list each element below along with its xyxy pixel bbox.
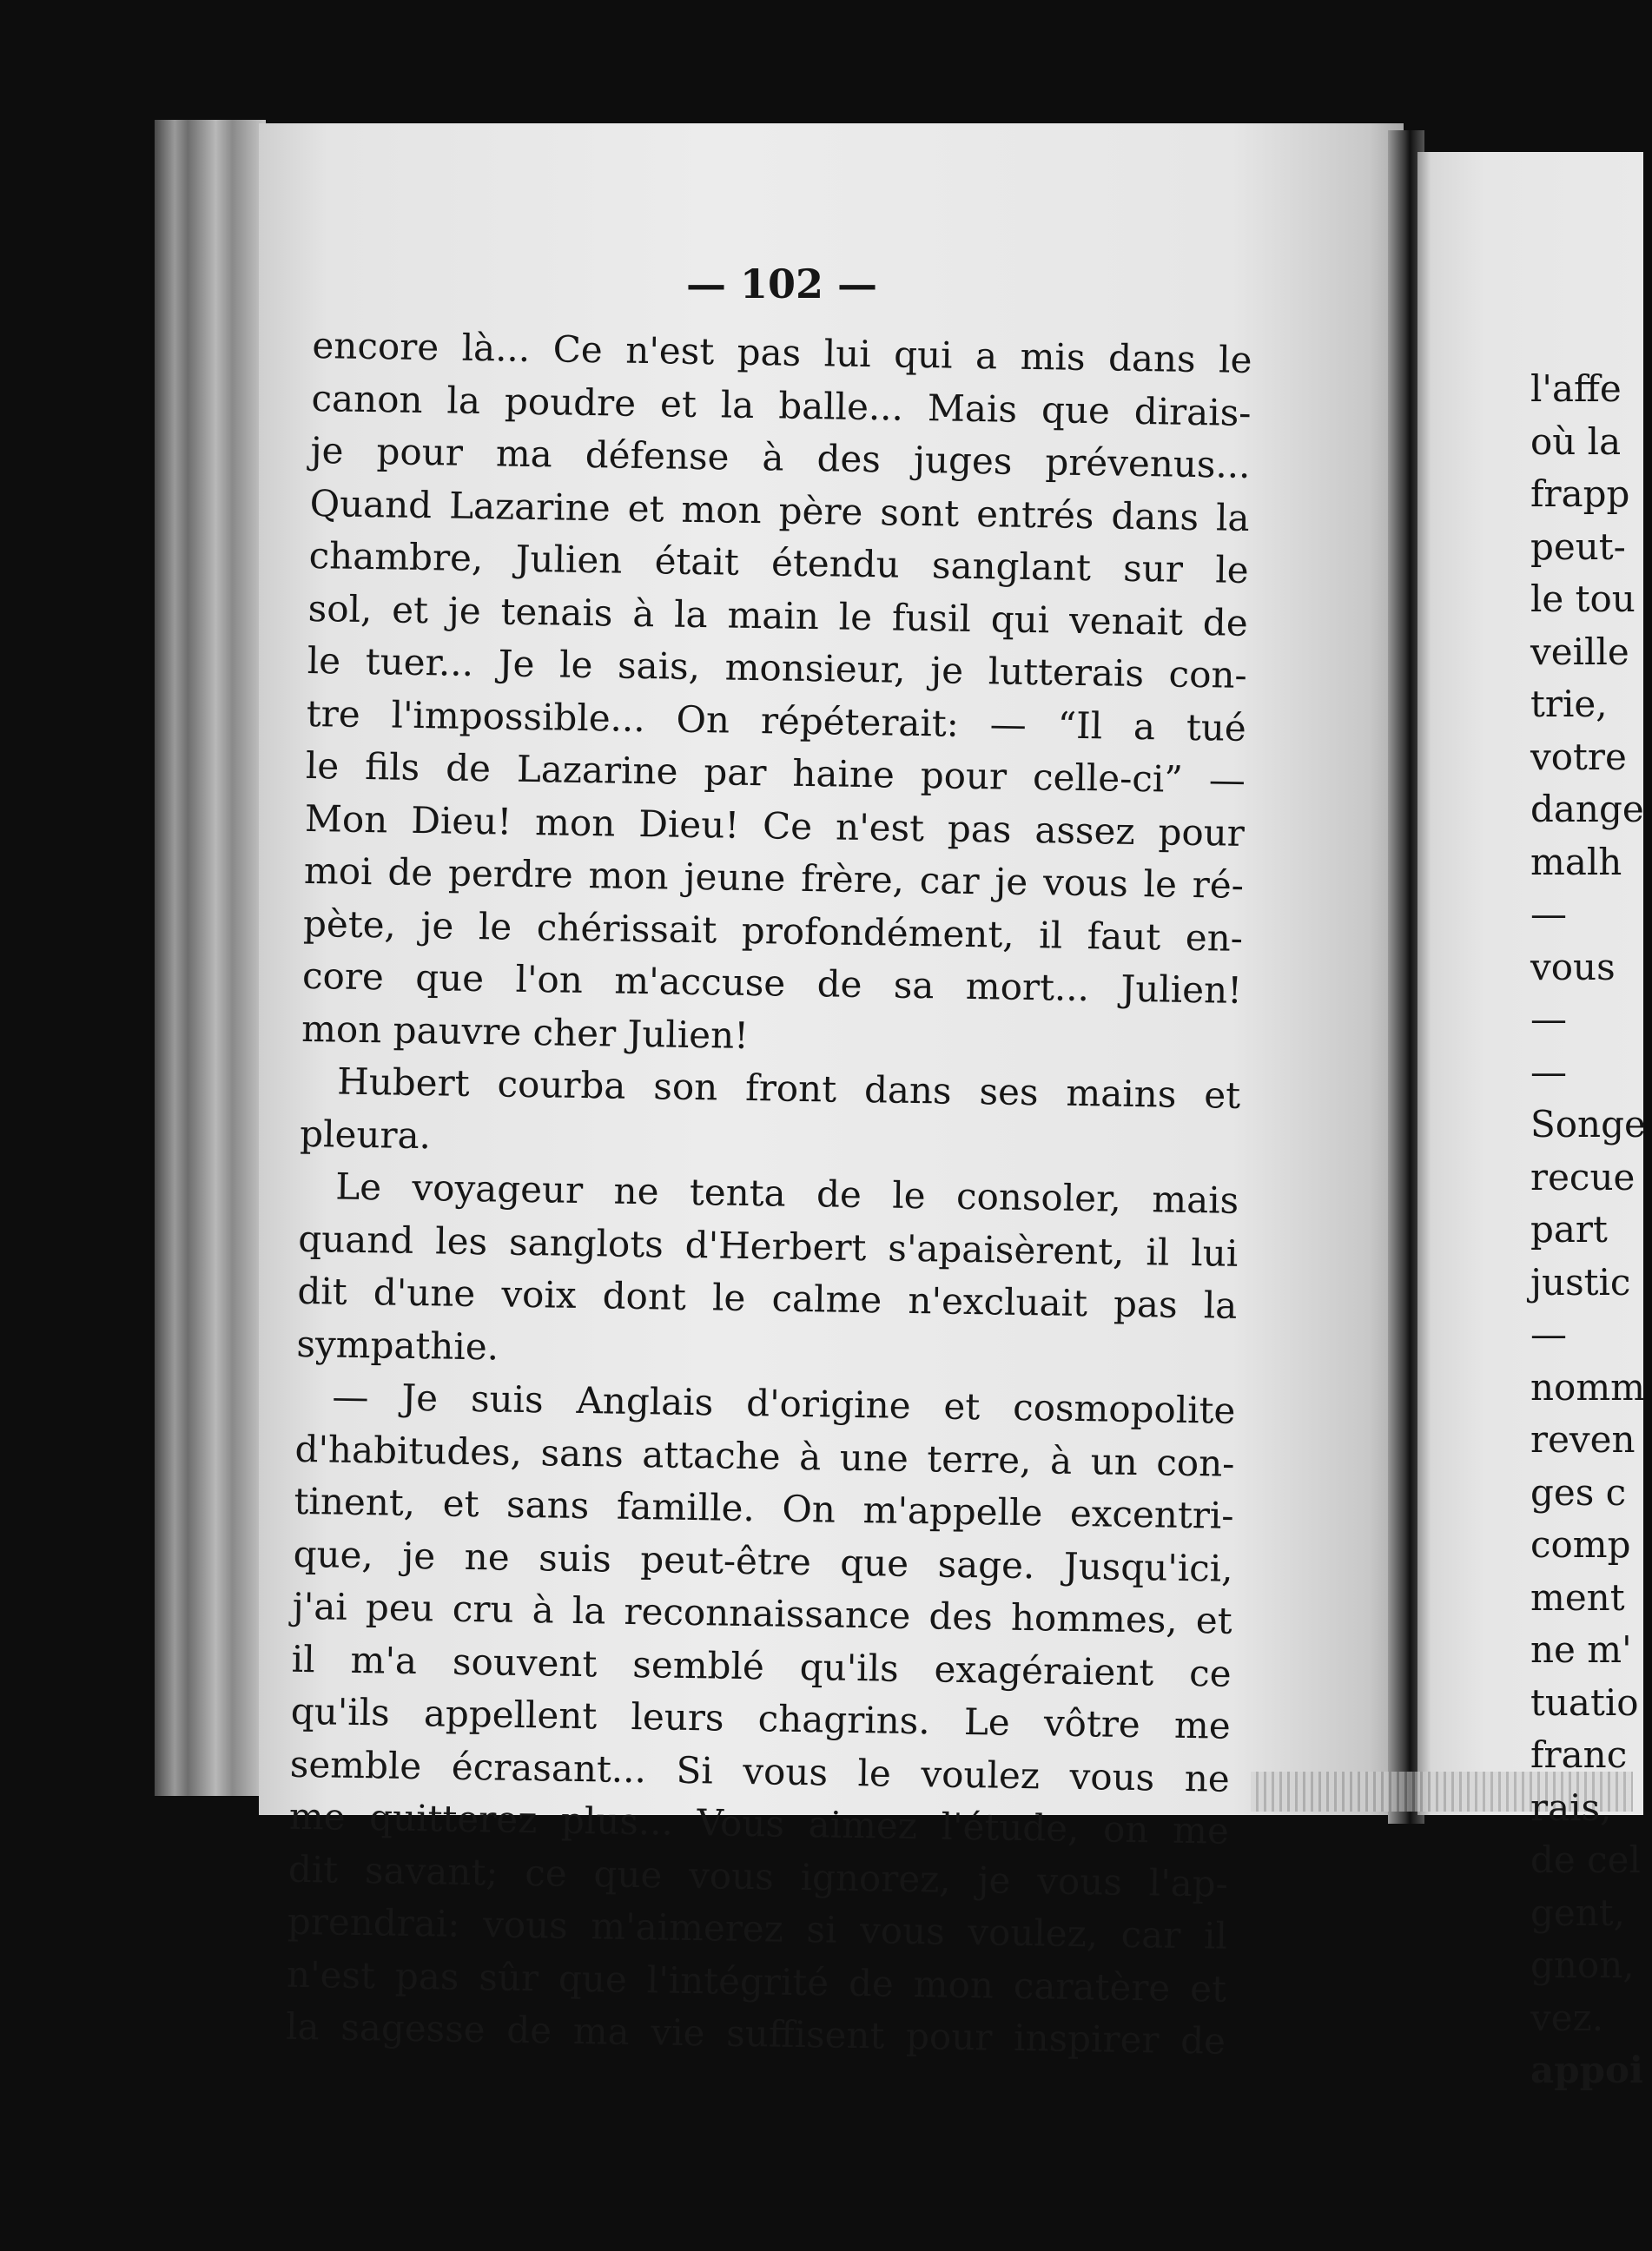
- text-line-fragment: nomm: [1530, 1365, 1645, 1409]
- text-line-fragment: ges c: [1530, 1470, 1627, 1514]
- text-line: il m'a souvent semblé qu'ils exagéraient ce: [291, 1637, 1232, 1695]
- text-line-fragment: gnon,: [1530, 1944, 1635, 1986]
- text-line: d'habitudes, sans attache à une terre, à un con-: [294, 1427, 1235, 1485]
- text-line: me quitterez plus... Vous aimez l'étude, on me: [288, 1794, 1230, 1852]
- text-line: tre l'impossible... On répéterait: — “Il a tué: [306, 691, 1247, 749]
- text-line: le fils de Lazarine par haine pour celle-ci” —: [305, 743, 1246, 802]
- text-line-fragment: reven: [1530, 1418, 1635, 1461]
- text-line: quand les sanglots d'Herbert s'apaisèrent, il lui: [297, 1217, 1239, 1275]
- text-line-fragment: comp: [1530, 1523, 1631, 1566]
- text-line-fragment: part: [1530, 1208, 1608, 1251]
- text-line-fragment: de cel: [1530, 1838, 1641, 1881]
- text-line-fragment: vez.: [1530, 1996, 1604, 2039]
- text-line: Quand Lazarine et mon père sont entrés dans la: [309, 481, 1250, 539]
- text-line: le tuer... Je le sais, monsieur, je lutterais con-: [307, 638, 1248, 696]
- text-line-fragment: malh: [1530, 840, 1622, 883]
- text-line-fragment: —: [1530, 1313, 1567, 1356]
- text-line: canon la poudre et la balle... Mais que dirais-: [311, 376, 1252, 434]
- text-line: tinent, et sans famille. On m'appelle excentri-: [294, 1479, 1234, 1537]
- text-line-fragment: gent,: [1530, 1891, 1626, 1934]
- text-line: Le voyageur ne tenta de le consoler, mais: [334, 1165, 1239, 1222]
- text-line-fragment: rais,: [1530, 1786, 1612, 1829]
- text-line: la sagesse de ma vie suffisent pour inspirer de: [285, 2004, 1226, 2063]
- text-line-fragment: trie,: [1530, 683, 1608, 725]
- left-page-text: [286, 320, 1252, 2068]
- text-line: Mon Dieu! mon Dieu! Ce n'est pas assez pour: [304, 796, 1246, 855]
- text-line: dit d'une voix dont le calme n'excluait pas la: [297, 1269, 1238, 1327]
- text-line-fragment: franc: [1530, 1733, 1628, 1776]
- text-line: core que l'on m'accuse de sa mort... Julien!: [301, 954, 1243, 1012]
- page-number: — 102 —: [685, 261, 878, 307]
- text-line: prendrai: vous m'aimerez si vous voulez, car il: [287, 1899, 1228, 1957]
- text-line-fragment: ment: [1530, 1575, 1625, 1619]
- text-line: — Je suis Anglais d'origine et cosmopolite: [332, 1375, 1236, 1432]
- text-line-fragment: —: [1530, 998, 1567, 1040]
- text-line: j'ai peu cru à la reconnaissance des hommes, et: [292, 1584, 1232, 1642]
- page-block-edge: [155, 120, 266, 1796]
- text-line: je pour ma défense à des juges prévenus...: [310, 428, 1251, 486]
- text-line-fragment: —: [1530, 893, 1567, 935]
- text-line-fragment: recue: [1530, 1155, 1635, 1198]
- text-line: Hubert courba son front dans ses mains et: [336, 1059, 1241, 1117]
- text-line-fragment: frapp: [1530, 472, 1630, 515]
- text-line: encore là... Ce n'est pas lui qui a mis dans le: [312, 323, 1252, 381]
- text-line-fragment: —: [1530, 1050, 1567, 1093]
- text-line-fragment: où la: [1530, 419, 1622, 463]
- text-line: que, je ne suis peut-être que sage. Jusqu'ici,: [293, 1532, 1233, 1590]
- text-line-fragment: votre: [1530, 735, 1627, 778]
- text-line: pleura.: [299, 1112, 432, 1157]
- text-line: sympathie.: [296, 1322, 499, 1369]
- text-line: qu'ils appellent leurs chagrins. Le vôtre me: [290, 1689, 1232, 1747]
- text-line-fragment: dange: [1530, 788, 1644, 830]
- text-line-fragment: appoi: [1530, 2049, 1643, 2091]
- text-line-fragment: vous: [1530, 945, 1616, 988]
- text-line: moi de perdre mon jeune frère, car je vous le ré-: [303, 848, 1245, 907]
- right-page-text: [1530, 363, 1652, 2097]
- text-line: dit savant; ce que vous ignorez, je vous l'ap-: [287, 1847, 1229, 1905]
- text-line: sol, et je tenais à la main le fusil qui venait de: [307, 586, 1249, 644]
- text-line-fragment: justic: [1530, 1260, 1631, 1304]
- text-line-fragment: veille: [1530, 630, 1629, 673]
- text-line: semble écrasant... Si vous le voulez vous ne: [289, 1742, 1231, 1800]
- text-line-fragment: le tou: [1530, 578, 1635, 620]
- text-line-fragment: Songe: [1530, 1103, 1646, 1145]
- text-line: chambre, Julien était étendu sanglant sur le: [308, 533, 1249, 591]
- text-line-fragment: tuatio: [1530, 1680, 1639, 1724]
- text-line: pète, je le chérissait profondément, il faut en-: [302, 901, 1244, 960]
- text-line-fragment: l'affe: [1530, 367, 1622, 410]
- text-line-fragment: ne m': [1530, 1628, 1632, 1671]
- text-line-fragment: peut-: [1530, 525, 1626, 568]
- text-line: mon pauvre cher Julien!: [301, 1007, 750, 1057]
- text-line: n'est pas sûr que l'intégrité de mon caratère et: [286, 1952, 1227, 2010]
